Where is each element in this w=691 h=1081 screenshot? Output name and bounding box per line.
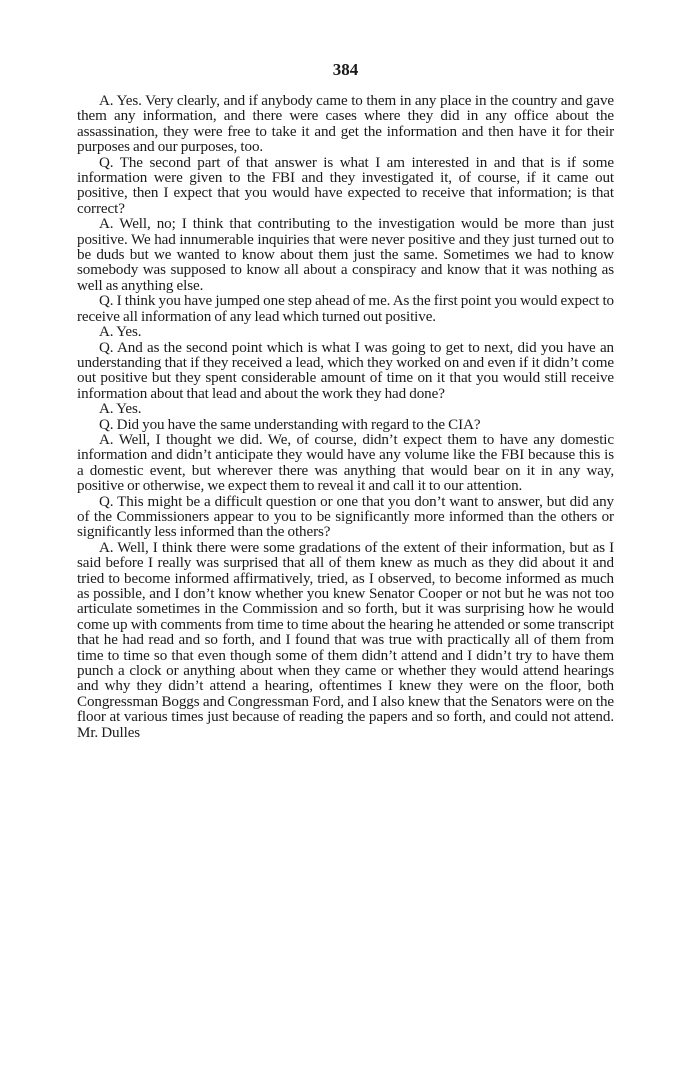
- body-text: [77, 94, 614, 741]
- answer-paragraph: A. Yes.: [99, 324, 142, 341]
- question-paragraph: Q. Did you have the same understanding with regard to the CIA?: [99, 416, 481, 433]
- question-paragraph: Q. The second part of that answer is what I am interested in and that is if some information were given to the FBI and they investigated it, of course, if it came out positive, then I expect that you would have expected to receive that information; is that correct?: [77, 154, 614, 217]
- document-page: [77, 60, 614, 741]
- answer-paragraph: A. Well, I think there were some gradations of the extent of their information, but as I said before I really was surprised that all of them knew as much as they did about it and tried to become informed affirmatively, tried, as I observed, to become informed as much as possible, and I don’t know whether you knew Senator Cooper or not but he was not too articulate sometimes in the Commission and so forth, but it was surprising how he would come up with comments from time to time about the hearing he attended or some transcript that he had read and so forth, and I found that was true with practically all of them from time to time so that even though some of them didn’t attend and I didn’t try to have them punch a clock or anything about when they came or whether they would attend hearings and why they didn’t attend a hearing, oftentimes I knew they were on the floor, both Congressman Boggs and Congressman Ford, and I also knew that the Senators were on the floor at various times just because of reading the papers and so forth, and could not attend. Mr. Dulles: [77, 539, 614, 741]
- answer-paragraph: A. Yes. Very clearly, and if anybody came to them in any place in the country and gave them any information, and there were cases where they did in any office about the assassination, they were free to take it and get the information and then have it for their purposes and our purposes, too.: [77, 93, 614, 156]
- answer-paragraph: A. Well, no; I think that contributing to the investigation would be more than just positive. We had innumerable inquiries that were never positive and they just turned out to be duds but we wanted to know about them just the same. Sometimes we had to know somebody was supposed to know all about a conspiracy and know that it was nothing as well as anything else.: [77, 216, 614, 294]
- question-paragraph: Q. And as the second point which is what I was going to get to next, did you have an understanding that if they received a lead, which they worked on and even if it didn’t come out positive but they spent considerable amount of time on it that you would still receive information about that lead and about the work they had done?: [77, 339, 614, 402]
- answer-paragraph: A. Well, I thought we did. We, of course, didn’t expect them to have any domestic information and didn’t anticipate they would have any volume like the FBI because this is a domestic event, but wherever there was anything that would bear on it in any way, positive or otherwise, we expect them to reveal it and call it to our attention.: [77, 431, 614, 495]
- page-number: 384: [332, 60, 359, 79]
- question-paragraph: Q. This might be a difficult question or one that you don’t want to answer, but did any of the Commissioners appear to you to be significantly more informed than the others or significantly less informed than the others?: [77, 493, 614, 541]
- answer-paragraph: A. Yes.: [99, 401, 142, 418]
- question-paragraph: Q. I think you have jumped one step ahead of me. As the first point you would expect to receive all information of any lead which turned out positive.: [77, 293, 614, 325]
